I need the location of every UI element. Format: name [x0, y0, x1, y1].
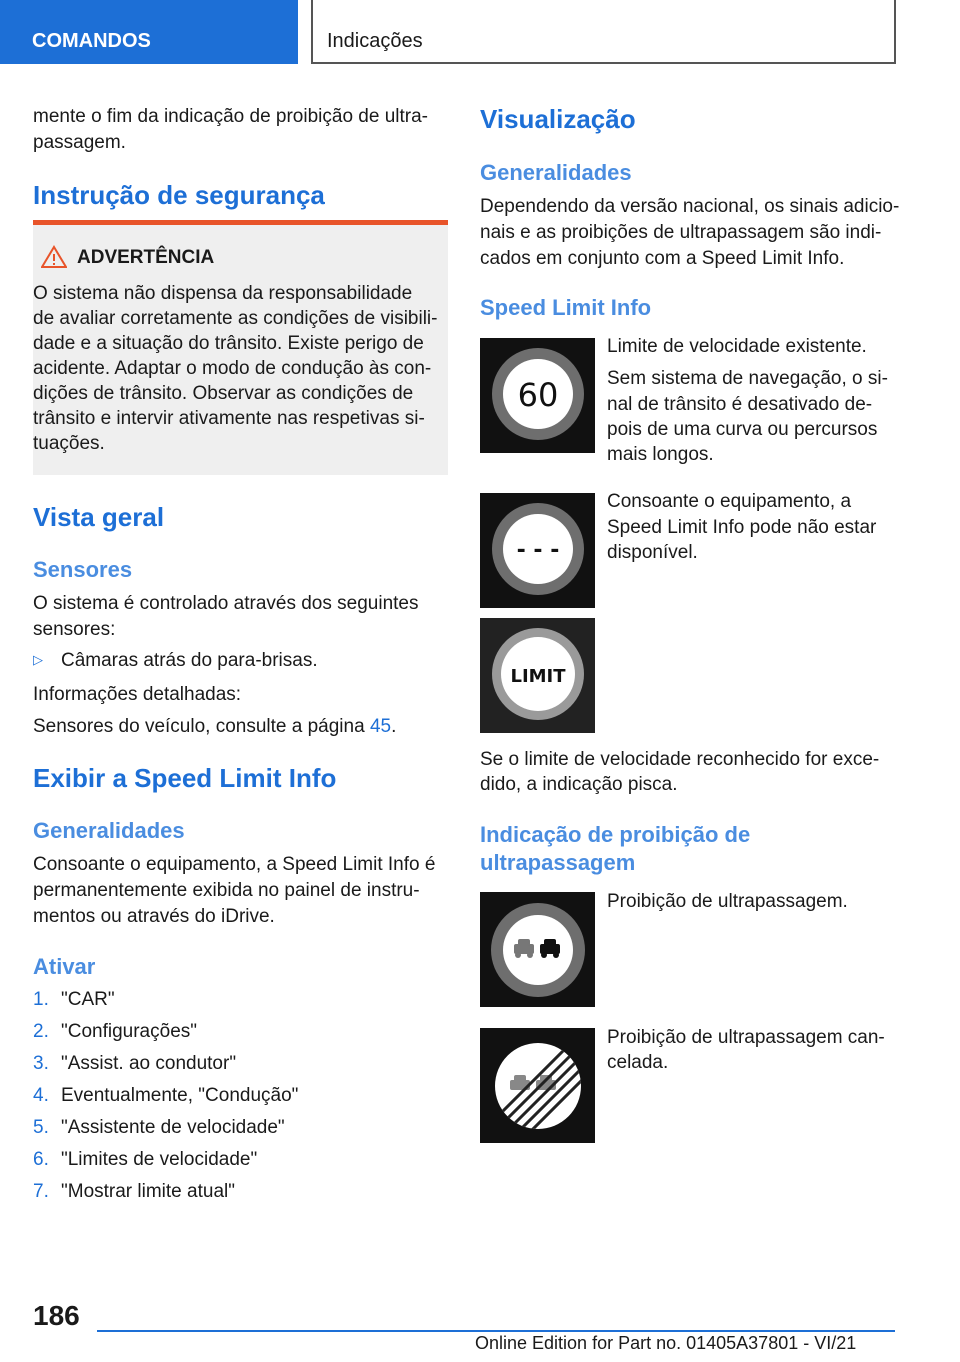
header-section-label: Indicações [327, 30, 423, 52]
no-overtaking-sign [480, 892, 595, 1007]
step-text: "Configurações" [61, 1021, 198, 1042]
exceed-line: dido, a indicação pisca. [480, 774, 678, 795]
general-text-right-line: Dependendo da versão nacional, os sinais adicio- [480, 196, 900, 217]
general-text-line: Consoante o equipamento, a Speed Limit Info é [33, 854, 436, 875]
sensors-heading: Sensores [33, 557, 133, 582]
step-number: 2. [33, 1021, 49, 1042]
step-text: "Assistente de velocidade" [61, 1117, 285, 1138]
sensors-text-1: O sistema é controlado através dos seguintes [33, 593, 419, 614]
speed-limit-unknown-icon [480, 493, 595, 608]
sign-limit-text: LIMIT [510, 666, 566, 687]
details-period: . [391, 716, 397, 737]
general-text-right-line: cados em conjunto com a Speed Limit Info. [480, 248, 845, 269]
equipment-line: Speed Limit Info pode não estar [607, 517, 877, 538]
end-no-overtaking-icon [480, 1028, 595, 1143]
step-text: "CAR" [61, 989, 115, 1010]
no-nav-line: pois de uma curva ou percursos [607, 419, 878, 440]
exceed-line: Se o limite de velocidade reconhecido for exce- [480, 749, 880, 770]
intro-line-1: mente o fim da indicação de proibição de ultra- [33, 106, 429, 127]
details-text: Sensores do veículo, consulte a página [33, 716, 370, 737]
step-number: 7. [33, 1181, 49, 1202]
overtake-heading-line: Indicação de proibição de [480, 822, 751, 847]
overtake-cancel-line: celada. [607, 1052, 669, 1073]
sensors-text-2: sensores: [33, 619, 116, 640]
warning-title: ADVERTÊNCIA [77, 247, 215, 268]
warning-line: de avaliar corretamente as condições de visibili- [33, 308, 438, 329]
step-number: 6. [33, 1149, 49, 1170]
limit-sign-icon [480, 618, 595, 733]
warning-line: acidente. Adaptar o modo de condução às con- [33, 358, 432, 379]
page-number: 186 [33, 1300, 80, 1331]
speed-limit-60-sign [480, 338, 595, 453]
activate-heading: Ativar [33, 954, 96, 979]
warning-line: tuações. [33, 433, 105, 454]
show-heading: Exibir a Speed Limit Info [33, 763, 337, 793]
overview-heading: Vista geral [33, 502, 165, 532]
display-heading: Visualização [480, 104, 636, 134]
warning-line: trânsito e intervir ativamente nas respetivas si- [33, 408, 425, 429]
step-text: "Mostrar limite atual" [61, 1181, 235, 1202]
general-heading-right: Generalidades [480, 160, 632, 185]
limit-sign [480, 618, 595, 733]
general-text-right-line: nais e as proibições de ultrapassagem são indi- [480, 222, 882, 243]
general-text-line: permanentemente exibida no painel de instru- [33, 880, 420, 901]
speed-limit-unknown-sign [480, 493, 595, 608]
equipment-line: disponível. [607, 542, 698, 563]
header-tab [0, 0, 298, 64]
speed-limit-sign-icon [480, 338, 595, 453]
sign-dashes-text: - - - [516, 538, 560, 563]
step-number: 4. [33, 1085, 49, 1106]
details-page-link[interactable]: 45 [369, 716, 392, 737]
footer-divider [97, 1330, 895, 1332]
general-text-line: mentos ou através do iDrive. [33, 906, 275, 927]
no-nav-line: mais longos. [607, 444, 714, 465]
warning-line: dições de trânsito. Observar as condições de [33, 383, 414, 404]
sensors-bullet: Câmaras atrás do para-brisas. [61, 650, 318, 671]
warning-box [33, 225, 448, 475]
intro-line-2: passagem. [33, 132, 126, 153]
step-text: "Limites de velocidade" [61, 1149, 258, 1170]
warning-text [33, 281, 443, 456]
step-text: Eventualmente, "Condução" [61, 1085, 299, 1106]
header-tab-label: COMANDOS [32, 30, 151, 52]
general-heading-left: Generalidades [33, 818, 185, 843]
warning-line: O sistema não dispensa da responsabilidade [33, 283, 413, 304]
bullet-triangle-icon: ▷ [33, 652, 43, 667]
no-overtaking-icon [480, 892, 595, 1007]
overtake-cancel-line: Proibição de ultrapassagem can- [607, 1027, 885, 1048]
step-number: 3. [33, 1053, 49, 1074]
sli-heading: Speed Limit Info [480, 295, 652, 320]
sign-60-text: 60 [517, 376, 559, 414]
step-number: 1. [33, 989, 49, 1010]
no-nav-line: nal de trânsito é desativado de- [607, 394, 873, 415]
safety-heading: Instrução de segurança [33, 180, 325, 210]
header-section [311, 0, 896, 64]
no-nav-line: Sem sistema de navegação, o si- [607, 368, 888, 389]
details-label: Informações detalhadas: [33, 684, 242, 705]
warning-line: dade e a situação do trânsito. Existe perigo de [33, 333, 424, 354]
overtake-heading-line: ultrapassagem [480, 850, 636, 875]
step-number: 5. [33, 1117, 49, 1138]
end-no-overtaking-sign [480, 1028, 595, 1143]
overtake-text: Proibição de ultrapassagem. [607, 891, 848, 912]
step-text: "Assist. ao condutor" [61, 1053, 237, 1074]
details-line [33, 714, 396, 739]
limit-existing-text: Limite de velocidade existente. [607, 336, 867, 357]
equipment-line: Consoante o equipamento, a [607, 491, 852, 512]
footer-edition: Online Edition for Part no. 01405A37801 - VI/21 [475, 1333, 857, 1353]
warning-triangle-icon [41, 245, 67, 269]
